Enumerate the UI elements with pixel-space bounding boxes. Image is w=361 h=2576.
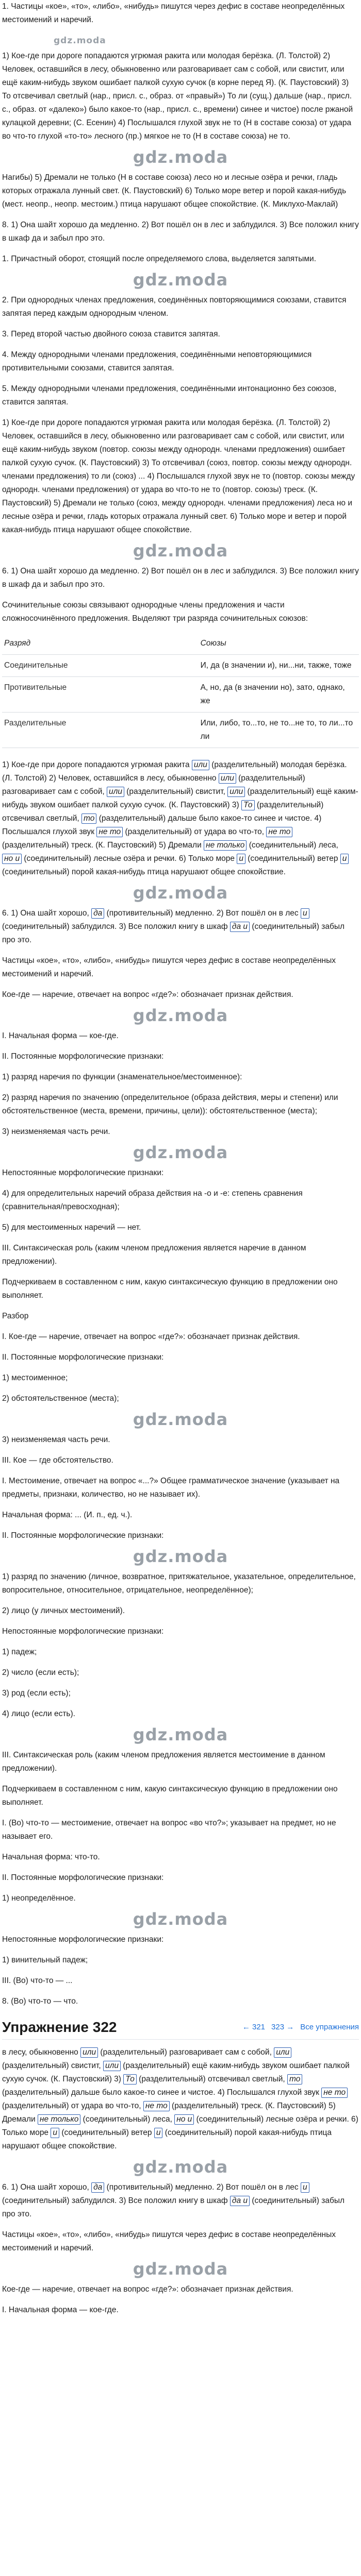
text-span: в лесу, обыкновенно bbox=[2, 2048, 78, 2057]
table-row bbox=[2, 713, 359, 748]
text-span: (соединительный) лесные озёра и речки. 6) Только море bbox=[24, 854, 235, 863]
exercise-header bbox=[2, 2015, 359, 2040]
table-cell: Или, либо, то...то, не то...не то, то ли...то ли bbox=[199, 713, 359, 748]
text-span: (противительный) медленно. 2) Вот пошёл он в лес bbox=[106, 2183, 299, 2192]
table-cell: А, но, да (в значении но), зато, однако, же bbox=[199, 677, 359, 713]
watermark: gdz.moda bbox=[133, 1547, 228, 1566]
text-paragraph: 2) число (если есть); bbox=[2, 1668, 79, 1677]
next-exercise-link[interactable]: 323 → bbox=[271, 2023, 294, 2031]
text-paragraph: 6. 1) Она шайт хорошо да медленно. 2) Вот пошёл он в лес и заблудился. 3) Все положил книгу в шкаф да и забыл про это. bbox=[2, 567, 359, 589]
watermark: gdz.moda bbox=[133, 1143, 228, 1162]
highlighted-conjunction: да bbox=[91, 908, 104, 919]
highlighted-conjunction: или bbox=[227, 787, 245, 797]
highlighted-conjunction: и bbox=[154, 2128, 163, 2138]
text-paragraph: I. Местоимение, отвечает на вопрос «...?» Общее грамматическое значение (указывает на предметы, признаки, количество, но не называет их). bbox=[2, 1477, 340, 1499]
text-paragraph: Нагибы) 5) Дремали не только (Н в составе союза) лесо но и лесные озёра и речки, гладь которых отражала лунный свет. (К. Паустовский) 6) Только море ветер и порой какая-нибудь (мест. неопр., неопр. местоим.) птица нарушают общее спокойствие. (К. Миклухо-Маклай) bbox=[2, 173, 347, 209]
rule-paragraph: 1. Причастный оборот, стоящий после определяемого слова, выделяется запятыми. bbox=[2, 255, 317, 263]
text-span: (соединительный) порой какая-нибудь птица нарушают общее спокойствие. bbox=[2, 868, 286, 876]
text-paragraph: 1) Кое-где при дороге попадаются угрюмая ракита или молодая берёзка. (Л. Толстой) 2) Человек, оставшийся в лесу, обыкновенно или разговаривает сам с собой, или свистит, или ещё каким-нибудь звуком (повтор. союзы между однородн. членами предложения) ошибает палкой сухую сучок. (К. Паустовский) 3) То отсвечивал (союз, повтор. союзы между однородн. членами предложения) то ли (союз) ... 4) Послышался глухой звук не то (повтор. союзы между однородн. членами предложения) от удара во что-то не то (повтор. союзы) треск. (К. Паустовский) 5) Дремали не только (союз, между однородн. членами предложения) леса но и лесные озёра и речки, гладь которых отражала лунный свет. 6) Только море и ветер и порой какая-нибудь птица нарушают общее спокойствие. bbox=[2, 418, 355, 534]
text-span: (разделительный) треск. (К. Паустовский) 5) Дремали bbox=[2, 2102, 336, 2124]
text-paragraph: I. Кое-где — наречие, отвечает на вопрос «где?»: обозначает признак действия. bbox=[2, 1332, 300, 1341]
rule-paragraph: Частицы «кое», «то», «либо», «нибудь» пишутся через дефис в составе неопределённых местоимений и наречий. bbox=[2, 2230, 336, 2252]
text-paragraph: 4) для определительных наречий образа действия на -о и -е: степень сравнения (сравнительная/превосходная); bbox=[2, 1189, 303, 1211]
annotated-paragraph bbox=[2, 2046, 359, 2153]
text-paragraph: Разбор bbox=[2, 1312, 29, 1320]
highlighted-conjunction: или bbox=[192, 760, 209, 770]
text-paragraph: Сочинительные союзы связывают однородные члены предложения и части сложносочинённого предложения. Выделяют три разряда сочинительных союзов: bbox=[2, 601, 308, 623]
table-header-row bbox=[2, 633, 359, 655]
prev-exercise-link[interactable]: ← 321 bbox=[242, 2023, 266, 2031]
highlighted-conjunction: или bbox=[80, 2047, 98, 2058]
highlighted-conjunction: не то bbox=[143, 2101, 170, 2111]
text-paragraph: 3) неизменяемая часть речи. bbox=[2, 1435, 110, 1444]
table-cell: Соединительные bbox=[2, 655, 199, 677]
text-span: (соединительный) заблудился. 3) Все положил книгу в шкаф bbox=[2, 2196, 228, 2205]
text-paragraph: 8. (Во) что-то — что. bbox=[2, 1997, 78, 2006]
text-span: (соединительный) забыл про это. bbox=[2, 922, 345, 944]
highlighted-conjunction: но и bbox=[174, 2114, 194, 2125]
highlighted-conjunction: и bbox=[340, 854, 349, 864]
text-paragraph: Кое-где — наречие, отвечает на вопрос «где?»: обозначает признак действия. bbox=[2, 990, 293, 999]
highlighted-conjunction: да и bbox=[230, 922, 250, 932]
watermark: gdz.moda bbox=[133, 1006, 228, 1025]
text-paragraph: Начальная форма: ... (И. п., ед. ч.). bbox=[2, 1511, 133, 1519]
text-span: (разделительный) от удара во что-то, bbox=[2, 2102, 141, 2110]
text-span: (разделительный) свистит, bbox=[2, 2061, 101, 2070]
watermark: gdz.moda bbox=[133, 1725, 228, 1744]
text-span: (разделительный) дальше было какое-то синее и чистое. 4) Послышался глухой звук bbox=[2, 2088, 319, 2097]
text-paragraph: 1) разряд по значению (личное, возвратное, притяжательное, указательное, определительное, вопросительное, относительное, отрицательное, неопределённое); bbox=[2, 1572, 356, 1595]
text-span: 1) Кое-где при дороге попадаются угрюмая ракита bbox=[2, 760, 190, 769]
text-paragraph: 2) обстоятельственное (места); bbox=[2, 1394, 119, 1403]
text-span: 6. 1) Она шайт хорошо, bbox=[2, 2183, 89, 2192]
annotated-paragraph bbox=[2, 907, 359, 947]
text-span: (соединительный) ветер bbox=[61, 2128, 152, 2137]
table-cell: Разделительные bbox=[2, 713, 199, 748]
text-span: (разделительный) от удара во что-то, bbox=[125, 827, 265, 836]
highlighted-conjunction: да bbox=[91, 2182, 104, 2193]
text-paragraph: II. Постоянные морфологические признаки: bbox=[2, 1531, 164, 1540]
watermark: gdz.moda bbox=[54, 36, 106, 46]
text-paragraph: III. (Во) что-то — ... bbox=[2, 1976, 73, 1985]
text-paragraph: II. Постоянные морфологические признаки: bbox=[2, 1873, 164, 1882]
highlighted-conjunction: и bbox=[301, 908, 309, 919]
text-paragraph: 4) лицо (если есть). bbox=[2, 1709, 75, 1718]
text-span: (соединительный) лесные озёра и речки. 6) Только море bbox=[2, 2115, 358, 2137]
annotated-paragraph bbox=[2, 758, 359, 879]
highlighted-conjunction: То bbox=[123, 2074, 137, 2084]
watermark: gdz.moda bbox=[133, 1410, 228, 1429]
highlighted-conjunction: и bbox=[237, 854, 245, 864]
text-span: (разделительный) треск. (К. Паустовский) 5) Дремали bbox=[2, 841, 202, 850]
text-span: (соединительный) заблудился. 3) Все положил книгу в шкаф bbox=[2, 922, 228, 931]
text-span: (разделительный) разговаривает сам с собой, bbox=[100, 2048, 272, 2057]
watermark: gdz.moda bbox=[133, 541, 228, 561]
watermark: gdz.moda bbox=[133, 147, 228, 167]
exercise-title: Упражнение 322 bbox=[2, 2019, 117, 2035]
text-paragraph: 1) местоименное; bbox=[2, 1374, 68, 1382]
text-paragraph: 2) лицо (у личных местоимений). bbox=[2, 1606, 125, 1615]
rule-paragraph: 1. Частицы «кое», «то», «либо», «нибудь» пишутся через дефис в составе неопределённых местоимений и наречий. bbox=[2, 2, 345, 24]
text-span: (разделительный) отсвечивал светлый, bbox=[139, 2075, 285, 2083]
highlighted-conjunction: не только bbox=[38, 2114, 80, 2125]
text-paragraph: Подчеркиваем в составленном с ним, какую синтаксическую функцию в предложении оно выполняет. bbox=[2, 1785, 338, 1807]
text-paragraph: Кое-где — наречие, отвечает на вопрос «где?»: обозначает признак действия. bbox=[2, 2285, 293, 2294]
highlighted-conjunction: то bbox=[81, 814, 96, 824]
conjunction-table bbox=[2, 633, 359, 748]
table-header-cell: Союзы bbox=[199, 633, 359, 655]
table-cell: И, да (в значении и), ни...ни, также, тоже bbox=[199, 655, 359, 677]
watermark: gdz.moda bbox=[133, 1909, 228, 1929]
exercise-navigation bbox=[242, 2021, 359, 2034]
text-paragraph: III. Синтаксическая роль (каким членом предложения является наречие в данном предложении). bbox=[2, 1244, 306, 1266]
text-span: (разделительный) ещё каким-нибудь звуком ошибает палкой сухую сучок. (К. Паустовский) 3) bbox=[2, 787, 358, 809]
highlighted-conjunction: и bbox=[301, 2182, 309, 2193]
table-row bbox=[2, 677, 359, 713]
text-paragraph: III. Синтаксическая роль (каким членом предложения является местоимение в данном предложении). bbox=[2, 1751, 325, 1773]
text-span: (противительный) медленно. 2) Вот пошёл он в лес bbox=[106, 909, 299, 918]
text-paragraph: 1) неопределённое. bbox=[2, 1894, 76, 1903]
rule-paragraph: 3. Перед второй частью двойного союза ставится запятая. bbox=[2, 330, 220, 338]
text-span: (соединительный) леса, bbox=[83, 2115, 172, 2124]
highlighted-conjunction: но и bbox=[2, 854, 22, 864]
text-paragraph: 3) неизменяемая часть речи. bbox=[2, 1127, 110, 1136]
text-span: (соединительный) ветер bbox=[248, 854, 338, 863]
text-paragraph: 1) падеж; bbox=[2, 1648, 37, 1656]
text-span: (разделительный) отсвечивал светлый, bbox=[2, 801, 324, 823]
text-span: (разделительный) ещё каким-нибудь звуком ошибает палкой сухую сучок. (К. Паустовский) 3) bbox=[2, 2061, 350, 2083]
text-paragraph: III. Кое — где обстоятельство. bbox=[2, 1456, 113, 1465]
watermark: gdz.moda bbox=[133, 2259, 228, 2279]
text-paragraph: Непостоянные морфологические признаки: bbox=[2, 1627, 164, 1636]
highlighted-conjunction: или bbox=[219, 773, 236, 784]
text-paragraph: 1) разряд наречия по функции (знаменательное/местоименное): bbox=[2, 1073, 242, 1081]
highlighted-conjunction: и bbox=[51, 2128, 59, 2138]
text-paragraph: 8. 1) Она шайт хорошо да медленно. 2) Вот пошёл он в лес и заблудился. 3) Все положил книгу в шкаф да и забыл про это. bbox=[2, 221, 359, 243]
table-header-cell: Разряд bbox=[2, 633, 199, 655]
text-paragraph: I. Начальная форма — кое-где. bbox=[2, 2306, 119, 2314]
watermark: gdz.moda bbox=[133, 883, 228, 903]
text-paragraph: I. Начальная форма — кое-где. bbox=[2, 1031, 119, 1040]
highlighted-conjunction: или bbox=[107, 787, 124, 797]
highlighted-conjunction: То bbox=[241, 800, 255, 810]
text-span: (разделительный) свистит, bbox=[126, 787, 225, 796]
highlighted-conjunction: не только bbox=[204, 840, 247, 851]
table-row bbox=[2, 655, 359, 677]
text-paragraph: I. (Во) что-то — местоимение, отвечает на вопрос «во что?»; указывает на предмет, но не называет его. bbox=[2, 1819, 336, 1841]
text-span: (соединительный) забыл про это. bbox=[2, 2196, 345, 2218]
watermark: gdz.moda bbox=[133, 2157, 228, 2177]
text-paragraph: II. Постоянные морфологические признаки: bbox=[2, 1052, 164, 1061]
all-exercises-link[interactable]: Все упражнения bbox=[300, 2023, 359, 2031]
highlighted-conjunction: не то bbox=[96, 827, 123, 837]
text-paragraph: Начальная форма: что-то. bbox=[2, 1853, 100, 1861]
text-span: 6. 1) Она шайт хорошо, bbox=[2, 909, 89, 918]
watermark: gdz.moda bbox=[133, 270, 228, 290]
rule-paragraph: 2. При однородных членах предложения, соединённых повторяющимися союзами, ставится запятая перед каждым однородным членом. bbox=[2, 296, 347, 318]
annotated-paragraph bbox=[2, 2181, 359, 2221]
rule-paragraph: 4. Между однородными членами предложения, соединёнными неповторяющимися противительными союзами, ставится запятая. bbox=[2, 350, 312, 372]
text-paragraph: 1) Кое-где при дороге попадаются угрюмая ракита или молодая берёзка. (Л. Толстой) 2) Человек, оставшийся в лесу, обыкновенно или разговаривает сам с собой, или свистит, или ещё каким-нибудь звуком ошибает палкой сухую сучок (в корне перед Я). (К. Паустовский) 3) То отсвечивал светлый (нар., присл. с., образ. от «правый») То ли (сущ.) дальше (нар., присл. с., образ. от «далеко») было какое-то (нар., присл. с., времени) синее и чистое) после ржаной кулацкой деревни; (С. Есенин) 4) Послышался глухой звук не то (Н в составе союза) от удара во что-то глухой «то-то» лесного (пр.) мягкое не то (Н в составе союза) не то. bbox=[2, 52, 353, 141]
highlighted-conjunction: или bbox=[274, 2047, 291, 2058]
text-paragraph: 2) разряд наречия по значению (определительное (образа действия, меры и степени) или обстоятельственное (места, времени, причины, цели)): обстоятельственное (места); bbox=[2, 1093, 338, 1115]
text-span: (разделительный) молодая берёзка. (Л. Толстой) 2) Человек, оставшийся в лесу, обыкновенно bbox=[2, 760, 347, 783]
text-paragraph: Непостоянные морфологические признаки: bbox=[2, 1168, 164, 1177]
text-paragraph: 3) род (если есть); bbox=[2, 1689, 71, 1698]
highlighted-conjunction: то bbox=[287, 2074, 302, 2084]
text-span: (разделительный) дальше было какое-то синее и чистое. 4) Послышался глухой звук bbox=[2, 814, 322, 836]
text-span: (разделительный) разговаривает сам с собой, bbox=[2, 774, 305, 796]
highlighted-conjunction: не то bbox=[321, 2088, 348, 2098]
text-span: (соединительный) порой какая-нибудь птица нарушают общее спокойствие. bbox=[2, 2128, 332, 2150]
highlighted-conjunction: не то bbox=[266, 827, 292, 837]
text-paragraph: 5) для местоименных наречий — нет. bbox=[2, 1223, 141, 1232]
text-span: (соединительный) леса, bbox=[249, 841, 338, 850]
text-paragraph: 1) винительный падеж; bbox=[2, 1956, 88, 1964]
rule-paragraph: Частицы «кое», «то», «либо», «нибудь» пишутся через дефис в составе неопределённых местоимений и наречий. bbox=[2, 956, 336, 978]
table-cell: Противительные bbox=[2, 677, 199, 713]
text-paragraph: Подчеркиваем в составленном с ним, какую синтаксическую функцию в предложении оно выполняет. bbox=[2, 1278, 338, 1300]
highlighted-conjunction: или bbox=[103, 2061, 121, 2071]
text-paragraph: II. Постоянные морфологические признаки: bbox=[2, 1353, 164, 1362]
text-paragraph: Непостоянные морфологические признаки: bbox=[2, 1935, 164, 1944]
rule-paragraph: 5. Между однородными членами предложения, соединёнными интонационно без союзов, ставится запятая. bbox=[2, 384, 337, 406]
highlighted-conjunction: да и bbox=[230, 2196, 250, 2206]
